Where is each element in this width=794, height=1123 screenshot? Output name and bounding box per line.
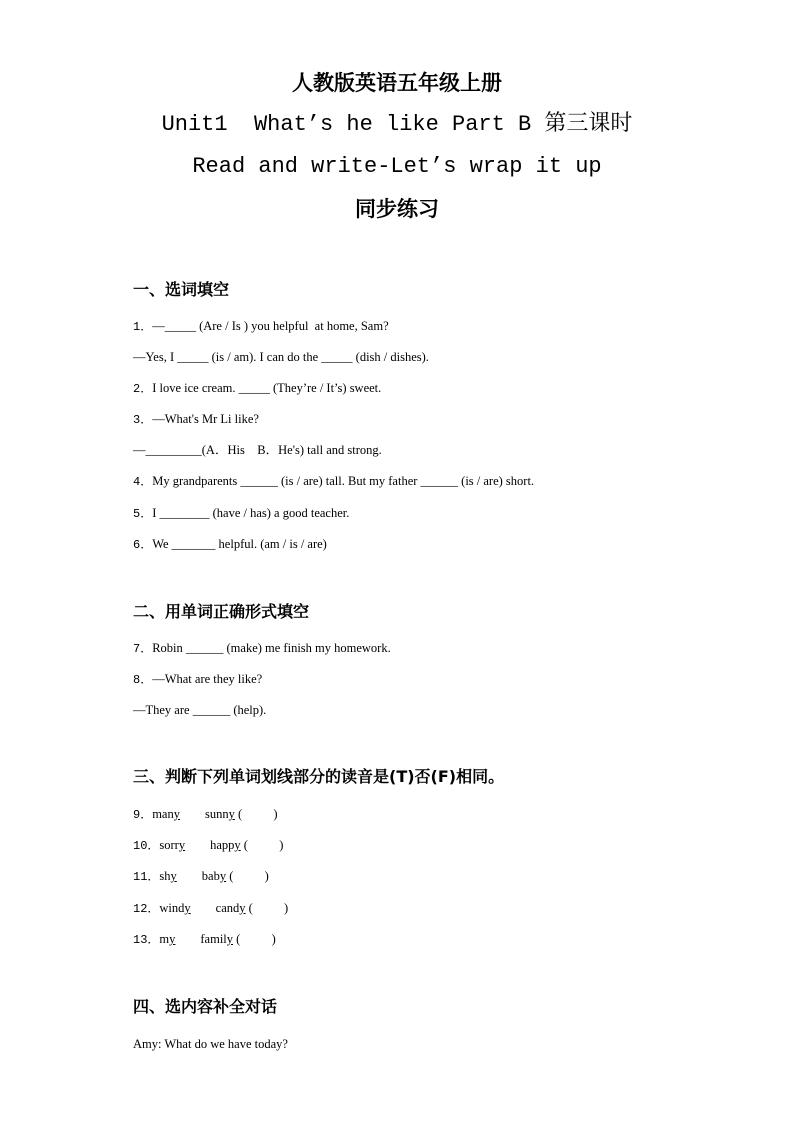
section-heading-1: 一、选词填空 (133, 280, 230, 299)
word-2: bab (201, 869, 220, 883)
question-number: 8． (133, 673, 153, 687)
question-text: I ________ (have / has) a good teacher. (152, 506, 350, 520)
question-8b (133, 702, 266, 718)
question-number: 9． (133, 808, 153, 822)
dialog-text: Amy: What do we have today? (133, 1037, 288, 1051)
word-1: wind (159, 901, 185, 915)
answer-blank[interactable]: ( ) (233, 932, 276, 946)
question-text: I love ice cream. _____ (They’re / It’s) sweet. (152, 381, 382, 395)
title-practice: 同步练习 (355, 196, 439, 221)
underlined-letter: y (228, 807, 235, 821)
answer-blank[interactable]: ( ) (245, 901, 289, 915)
title-unit: Unit1 What’s he like Part B 第三课时 (161, 112, 633, 137)
question-text: —What are they like? (152, 672, 263, 686)
question-number: 5． (133, 507, 153, 521)
word-1: man (152, 807, 174, 821)
underlined-letter: y (184, 901, 191, 915)
word-1: sorr (159, 838, 179, 852)
answer-blank[interactable]: ( ) (226, 869, 269, 883)
question-13 (133, 931, 276, 948)
dialog-line-1 (133, 1036, 288, 1052)
answer-blank[interactable]: ( ) (240, 838, 284, 852)
question-number: 11． (133, 870, 160, 884)
word-2: happ (210, 838, 235, 852)
question-number: 4． (133, 475, 153, 489)
question-2 (133, 380, 381, 397)
title-textbook: 人教版英语五年级上册 (292, 70, 502, 95)
word-1: m (159, 932, 170, 946)
word-2: cand (215, 901, 240, 915)
question-11 (133, 868, 269, 885)
question-12 (133, 900, 288, 917)
question-number: 10． (133, 839, 160, 853)
underlined-letter: y (169, 932, 176, 946)
question-7 (133, 640, 391, 657)
question-9 (133, 806, 278, 823)
word-2: sunn (204, 807, 229, 821)
title-lesson: Read and write-Let’s wrap it up (192, 154, 602, 179)
underlined-letter: y (173, 807, 180, 821)
question-1b (133, 349, 429, 365)
question-text: —_________(A．His B．He's) tall and strong. (133, 443, 382, 457)
underlined-letter: y (239, 901, 246, 915)
question-3b (133, 442, 382, 458)
underlined-letter: y (219, 869, 227, 883)
question-number: 2． (133, 382, 153, 396)
underlined-letter: y (234, 838, 241, 852)
question-1a (133, 318, 389, 335)
section-heading-4: 四、选内容补全对话 (133, 997, 278, 1016)
question-number: 12． (133, 902, 160, 916)
question-8a (133, 671, 262, 688)
section-heading-3: 三、判断下列单词划线部分的读音是(T)否(F)相同。 (133, 767, 505, 786)
underlined-letter: y (170, 869, 177, 883)
question-number: 1． (133, 320, 153, 334)
question-4 (133, 473, 534, 490)
question-3a (133, 411, 259, 428)
question-number: 6． (133, 538, 153, 552)
question-text: Robin ______ (make) me finish my homework. (152, 641, 391, 655)
question-text: —They are ______ (help). (133, 703, 267, 717)
section-heading-2: 二、用单词正确形式填空 (133, 602, 310, 621)
question-text: My grandparents ______ (is / are) tall. But my father ______ (is / are) short. (152, 474, 535, 488)
question-number: 13． (133, 933, 160, 947)
question-number: 3． (133, 413, 153, 427)
question-6 (133, 536, 327, 553)
underlined-letter: y (178, 838, 186, 852)
answer-blank[interactable]: ( ) (234, 807, 278, 821)
word-1: sh (159, 869, 171, 883)
question-10 (133, 837, 283, 854)
question-text: —What's Mr Li like? (152, 412, 259, 426)
question-5 (133, 505, 349, 522)
title-block (0, 62, 794, 230)
underlined-letter: y (226, 932, 234, 946)
question-text: —Yes, I _____ (is / am). I can do the _____ (dish / dishes). (133, 350, 429, 364)
question-text: —_____ (Are / Is ) you helpful at home, Sam? (152, 319, 389, 333)
word-2: famil (200, 932, 227, 946)
question-text: We _______ helpful. (am / is / are) (152, 537, 327, 551)
question-number: 7． (133, 642, 153, 656)
